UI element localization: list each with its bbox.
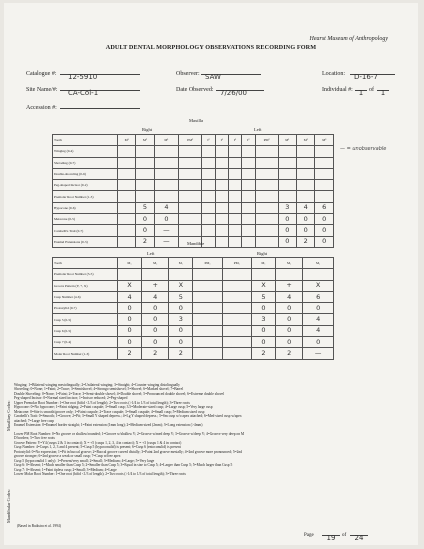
- location-value: D-16-7: [354, 73, 378, 81]
- maxilla-cell[interactable]: [118, 157, 136, 168]
- mandible-column-header: M₁: [251, 258, 275, 269]
- maxilla-cell[interactable]: [278, 146, 296, 157]
- maxillary-codes-line: Enamel Extension: 0=Enamel border straight; 1=Faint extension (1mm long); 2=Medium-sized (2mm); 3=Long extension (>4mm): [14, 423, 203, 428]
- accession-field[interactable]: [60, 100, 140, 109]
- catalogue-field[interactable]: [60, 66, 140, 81]
- mandible-cell[interactable]: 3: [251, 314, 275, 325]
- mandible-column-header: PM₂: [193, 258, 222, 269]
- maxilla-cell[interactable]: [179, 191, 202, 202]
- maxilla-column-header: I¹: [215, 135, 228, 146]
- maxilla-cell[interactable]: [118, 191, 136, 202]
- mandible-cell[interactable]: [193, 269, 222, 280]
- observer-label: Observer:: [176, 71, 200, 77]
- maxilla-cell[interactable]: [228, 202, 241, 213]
- mandible-row: [53, 325, 334, 336]
- maxilla-cell[interactable]: 2: [136, 236, 154, 247]
- mandible-row-label: Protostylid (0-7): [53, 303, 118, 314]
- maxilla-cell[interactable]: [242, 157, 255, 168]
- mandibular-codes-line: Cusp Number: 4=Cusps 1, 2, 3 and 4 present; 5=Cusp 5 (hypoconulid) is present; 6=Cusp 6 (entoconulid) is present: [14, 445, 181, 450]
- maxilla-row: [53, 168, 334, 179]
- mandible-cell[interactable]: [142, 269, 169, 280]
- maxilla-cell[interactable]: [255, 146, 278, 157]
- maxilla-cell[interactable]: [202, 157, 215, 168]
- maxilla-cell[interactable]: [215, 214, 228, 225]
- maxilla-cell[interactable]: [228, 168, 241, 179]
- maxilla-cell[interactable]: 0: [278, 225, 296, 236]
- maxilla-cell[interactable]: [202, 214, 215, 225]
- maxilla-row: [53, 146, 334, 157]
- maxilla-cell[interactable]: [278, 168, 296, 179]
- maxilla-column-header: PM²: [179, 135, 202, 146]
- mandible-cell[interactable]: X: [303, 280, 334, 291]
- mandible-row-label: Cusp 5 (0-5): [53, 314, 118, 325]
- mandible-row: [53, 337, 334, 348]
- maxilla-row-label: Hypocone (0-6): [53, 202, 118, 213]
- mandible-row: [53, 314, 334, 325]
- unobservable-annotation: — = unobservable: [340, 146, 387, 152]
- mandible-cell[interactable]: 0: [118, 337, 142, 348]
- mandible-row-label: Groove Pattern (Y, +, X): [53, 280, 118, 291]
- mandible-cell[interactable]: 2: [251, 348, 275, 359]
- mandible-cell[interactable]: [169, 269, 193, 280]
- mandible-cell[interactable]: 0: [276, 314, 303, 325]
- form-title: ADULT DENTAL MORPHOLOGY OBSERVATIONS RECORDING FORM: [105, 44, 317, 51]
- mandible-cell[interactable]: [222, 291, 251, 302]
- maxilla-cell[interactable]: 0: [278, 214, 296, 225]
- maxilla-cell[interactable]: [315, 191, 334, 202]
- maxilla-cell[interactable]: [179, 146, 202, 157]
- mandible-cell[interactable]: 0: [118, 303, 142, 314]
- page-label: Page: [304, 533, 314, 538]
- maxilla-cell[interactable]: [228, 214, 241, 225]
- maxilla-cell[interactable]: [215, 180, 228, 191]
- maxilla-cell[interactable]: [315, 180, 334, 191]
- mandible-cell[interactable]: [222, 348, 251, 359]
- mandible-cell[interactable]: 0: [276, 303, 303, 314]
- maxilla-heading: Maxilla: [189, 118, 203, 123]
- maxillary-codes-line: Hypocone: 0=No hypocone; 1=Faint ridging; 2=Faint cuspule; 3=Small cusp; 3.5=Moderate-sized cusp; 4=Large cusp; 5=Very large cusp: [14, 405, 213, 410]
- maxilla-cell[interactable]: [255, 202, 278, 213]
- maxilla-cell[interactable]: [297, 157, 315, 168]
- mandible-cell[interactable]: 0: [276, 337, 303, 348]
- maxilla-column-header: I²: [202, 135, 215, 146]
- maxilla-row-label: Carabelli's Trait (0-7): [53, 225, 118, 236]
- mandible-cell[interactable]: 0: [251, 303, 275, 314]
- mandibular-codes-side-label: Mandibular Codes:: [6, 489, 11, 523]
- mandible-cell[interactable]: 0: [169, 303, 193, 314]
- individual-number-field[interactable]: [355, 82, 367, 97]
- mandibular-codes-line: Lower PM Root Number: 0=No groove or shallow/rounded; 1=Groove w/shallow V; 2=Groove w/med deep V; 3=Groove w/deep V; 4=Groove very deep on M: [14, 432, 245, 436]
- maxilla-cell[interactable]: [202, 202, 215, 213]
- maxilla-cell[interactable]: [297, 146, 315, 157]
- maxilla-row-label: Double-shoveling (0-6): [53, 168, 118, 179]
- maxilla-cell[interactable]: [179, 168, 202, 179]
- maxilla-row-label: Peg-shaped Incisor (0-2): [53, 180, 118, 191]
- mandible-row: [53, 348, 334, 359]
- maxilla-cell[interactable]: [118, 168, 136, 179]
- catalogue-label: Catalogue #:: [26, 71, 57, 77]
- maxilla-cell[interactable]: [118, 146, 136, 157]
- mandible-cell[interactable]: 2: [169, 348, 193, 359]
- maxilla-cell[interactable]: [297, 180, 315, 191]
- individual-total: 1: [380, 89, 386, 97]
- maxilla-column-header: M²: [136, 135, 154, 146]
- mandible-cell[interactable]: +: [142, 280, 169, 291]
- maxilla-cell[interactable]: [154, 180, 179, 191]
- maxilla-column-header: Tooth: [53, 135, 118, 146]
- mandibular-codes-line: Cusp 5 (hypoconulid 1 only): 1=Present/very small; 2=Small; 3=Medium; 4=Large; 5=Very large: [14, 458, 155, 463]
- maxilla-cell[interactable]: [255, 225, 278, 236]
- maxilla-row-label: Shoveling (0-7): [53, 157, 118, 168]
- maxilla-row: [53, 180, 334, 191]
- maxilla-cell[interactable]: —: [154, 236, 179, 247]
- mandible-column-header: PM₂: [222, 258, 251, 269]
- maxilla-cell[interactable]: [202, 146, 215, 157]
- maxilla-cell[interactable]: [255, 214, 278, 225]
- maxilla-cell[interactable]: [118, 236, 136, 247]
- maxilla-cell[interactable]: [228, 180, 241, 191]
- maxilla-cell[interactable]: [215, 202, 228, 213]
- mandibular-codes-line: Cusp 7: 0=Absent; 1=Faint tipless cusp; 2=Small; 3=Medium; 4=Large: [14, 467, 117, 472]
- maxilla-cell[interactable]: [297, 191, 315, 202]
- site-field[interactable]: [60, 82, 140, 97]
- maxilla-cell[interactable]: [278, 191, 296, 202]
- maxilla-cell[interactable]: [315, 146, 334, 157]
- mandible-cell[interactable]: [222, 325, 251, 336]
- maxillary-codes-line: Metacone: 0=Site is smooth/groove only; 1=Faint cuspule; 2=Trace cuspule; 3=Small cuspule; 4=Small cusp; 5=Medium sized cusp: [14, 409, 205, 414]
- museum-name: Hearst Museum of Anthropology: [309, 36, 388, 42]
- maxilla-cell[interactable]: [179, 225, 202, 236]
- maxilla-cell[interactable]: [228, 236, 241, 247]
- mandible-row-label: Cusp Number (4-6): [53, 291, 118, 302]
- maxillary-codes-side-label: Maxillary Codes:: [6, 400, 11, 431]
- maxillary-codes-line: Winging: 1=Bilateral winging mesiolingually; 2=Unilateral winging; 3=Straight; 4=Counter winging distolingually: [14, 383, 180, 387]
- maxilla-cell[interactable]: [242, 236, 255, 247]
- page-total: 24: [354, 534, 364, 542]
- maxilla-cell[interactable]: [228, 157, 241, 168]
- maxillary-codes-line: attached; 7=Large free cusp: [14, 418, 54, 423]
- maxilla-cell[interactable]: —: [154, 225, 179, 236]
- mandible-cell[interactable]: 0: [142, 337, 169, 348]
- mandible-row-label: Cusp 7 (0-4): [53, 337, 118, 348]
- mandible-heading: Mandible: [187, 241, 205, 246]
- mandible-cell[interactable]: 0: [169, 337, 193, 348]
- maxilla-row-label: Metacone (0-5): [53, 214, 118, 225]
- mandible-cell[interactable]: X: [118, 280, 142, 291]
- maxillary-codes-line: Double Shoveling: 0=None; 1=Faint; 2=Trace; 3=Semi-double shovel; 4=Double shovel; 5=Pronounced double shovel; 6=Extreme double shovel: [14, 391, 225, 396]
- maxilla-cell[interactable]: [179, 157, 202, 168]
- mandibular-codes: [14, 432, 354, 477]
- mandible-cell[interactable]: 2: [118, 348, 142, 359]
- site-value: CA-Col-1: [68, 89, 99, 97]
- maxilla-cell[interactable]: [242, 168, 255, 179]
- mandible-row: [53, 269, 334, 280]
- maxilla-cell[interactable]: [179, 202, 202, 213]
- maxilla-cell[interactable]: [202, 168, 215, 179]
- maxilla-table: [52, 134, 334, 248]
- maxilla-cell[interactable]: [255, 191, 278, 202]
- maxilla-cell[interactable]: [202, 225, 215, 236]
- maxilla-cell[interactable]: 0: [315, 236, 334, 247]
- individual-total-field[interactable]: [377, 82, 389, 97]
- mandible-cell[interactable]: 0: [303, 303, 334, 314]
- maxilla-header-row: [53, 135, 334, 146]
- maxilla-cell[interactable]: [242, 225, 255, 236]
- mandible-cell[interactable]: 4: [142, 291, 169, 302]
- mandible-cell[interactable]: 4: [303, 314, 334, 325]
- mandible-right-heading: Right: [257, 251, 268, 256]
- site-label: Site Name/#:: [26, 87, 58, 93]
- page-number-field[interactable]: [322, 527, 340, 542]
- maxilla-cell[interactable]: 3: [278, 202, 296, 213]
- catalogue-value: 12-5910: [68, 73, 98, 81]
- maxillary-codes: [14, 383, 354, 428]
- maxilla-cell[interactable]: [315, 168, 334, 179]
- maxilla-column-header: PM²: [255, 135, 278, 146]
- mandible-cell[interactable]: 6: [303, 291, 334, 302]
- mandible-cell[interactable]: 0: [118, 314, 142, 325]
- maxilla-cell[interactable]: 0: [278, 236, 296, 247]
- mandible-cell[interactable]: +: [276, 280, 303, 291]
- maxilla-cell[interactable]: [278, 180, 296, 191]
- maxilla-cell[interactable]: 2: [297, 236, 315, 247]
- maxilla-cell[interactable]: 0: [136, 214, 154, 225]
- maxilla-cell[interactable]: [228, 146, 241, 157]
- mandible-cell[interactable]: 0: [251, 337, 275, 348]
- maxilla-cell[interactable]: [118, 225, 136, 236]
- maxilla-cell[interactable]: [242, 180, 255, 191]
- maxilla-row: [53, 225, 334, 236]
- mandible-cell[interactable]: [193, 280, 222, 291]
- maxillary-codes-line: Shoveling: 0=None; 1=Faint; 2=Trace; 3=Semishovel; 4=Strongo semishovel; 5=Shovel; 6=Marked shovel; 7=Barrel: [14, 387, 184, 392]
- maxilla-cell[interactable]: [202, 191, 215, 202]
- mandible-cell[interactable]: 2: [142, 348, 169, 359]
- mandible-cell[interactable]: [118, 269, 142, 280]
- maxilla-cell[interactable]: [242, 191, 255, 202]
- mandible-column-header: M₃: [303, 258, 334, 269]
- maxilla-row: [53, 202, 334, 213]
- mandibular-codes-line: Cusp 6: 0=Absent; 1=Much smaller than Cusp 5; 2=Smaller than Cusp 5; 3=Equal in size to Cusp 5; 4=Larger than Cusp 5; 5=Much larger than Cusp 5: [14, 463, 233, 468]
- maxilla-row-label: Premolar Root Number (1-3): [53, 191, 118, 202]
- mandible-cell[interactable]: 0: [169, 325, 193, 336]
- individual-of: of: [369, 87, 374, 93]
- maxilla-column-header: I²: [242, 135, 255, 146]
- maxilla-cell[interactable]: [179, 214, 202, 225]
- mandible-cell[interactable]: 2: [276, 348, 303, 359]
- mandible-row-label: Cusp 6 (0-5): [53, 325, 118, 336]
- maxilla-column-header: M²: [297, 135, 315, 146]
- mandible-row-label: Molar Root Number (1-3): [53, 348, 118, 359]
- mandible-row: [53, 291, 334, 302]
- maxilla-cell[interactable]: [215, 225, 228, 236]
- maxilla-cell[interactable]: [228, 225, 241, 236]
- maxilla-cell[interactable]: 0: [136, 225, 154, 236]
- maxilla-cell[interactable]: [202, 180, 215, 191]
- page-value: 19: [326, 534, 336, 542]
- mandible-cell[interactable]: [222, 280, 251, 291]
- individual-value: 1: [358, 89, 364, 97]
- mandibular-codes-line: Groove Pattern: Y=Y4 (cusps 2 & 3 in contact); X = +5 (cusps 1, 2, 3, 4 in contact); X = +3 (cusps 1 & 4 in contact): [14, 440, 182, 445]
- maxilla-cell[interactable]: 0: [297, 225, 315, 236]
- date-label: Date Observed:: [176, 87, 214, 93]
- citation: (Based in Buikstra et al. 1994): [17, 524, 61, 528]
- maxilla-cell[interactable]: [136, 157, 154, 168]
- maxilla-cell[interactable]: [242, 214, 255, 225]
- mandible-cell[interactable]: —: [303, 348, 334, 359]
- maxilla-cell[interactable]: [154, 157, 179, 168]
- mandible-cell[interactable]: 0: [251, 325, 275, 336]
- maxilla-cell[interactable]: 4: [154, 202, 179, 213]
- mandible-cell[interactable]: 4: [276, 291, 303, 302]
- maxilla-cell[interactable]: [136, 191, 154, 202]
- maxilla-cell[interactable]: [255, 180, 278, 191]
- page-of: of: [342, 533, 347, 538]
- maxilla-cell[interactable]: [278, 157, 296, 168]
- maxilla-cell[interactable]: [255, 157, 278, 168]
- mandible-column-header: M₂: [142, 258, 169, 269]
- mandible-table: [52, 257, 334, 360]
- maxilla-cell[interactable]: [118, 214, 136, 225]
- location-label: Location:: [322, 71, 345, 77]
- maxilla-cell[interactable]: 4: [297, 202, 315, 213]
- mandible-cell[interactable]: [193, 325, 222, 336]
- maxilla-cell[interactable]: [215, 168, 228, 179]
- maxillary-codes-line: Upper Premolar Root Number: 1=One root (bifid <1/3 of length); 2=Two roots (>1/4 to 1/3 of total length); 3=Three roots: [14, 400, 190, 405]
- maxilla-cell[interactable]: [136, 180, 154, 191]
- mandibular-codes-line: groove stronger; 6=2nd groove a weak or small cusp; 7=Cusp w/free apex: [14, 454, 121, 459]
- mandible-cell[interactable]: [222, 303, 251, 314]
- mandible-row: [53, 303, 334, 314]
- maxilla-cell[interactable]: [255, 236, 278, 247]
- maxilla-right-heading: Right: [142, 127, 153, 132]
- maxilla-row: [53, 214, 334, 225]
- mandibular-codes-line: Lower Molar Root Number: 1=One root (bifid <1/3 of length); 2=Two roots (>1/4 to 1/3 of total length); 3=Three roots: [14, 472, 186, 477]
- mandibular-codes-line: Protostylid: 0=No expression; 1=Pit in buccal groove; 2=Buccal groove curved distally; 3=Faint 2nd groove mesially; 4=2nd groove more pronounced; 5=2nd: [14, 449, 243, 454]
- maxilla-cell[interactable]: [215, 157, 228, 168]
- maxilla-column-header: M¹: [154, 135, 179, 146]
- maxilla-cell[interactable]: [255, 168, 278, 179]
- maxilla-cell[interactable]: 0: [315, 225, 334, 236]
- maxilla-cell[interactable]: 0: [297, 214, 315, 225]
- maxilla-cell[interactable]: [154, 146, 179, 157]
- maxilla-cell[interactable]: [136, 168, 154, 179]
- mandible-cell[interactable]: 4: [118, 291, 142, 302]
- maxilla-cell[interactable]: [297, 168, 315, 179]
- maxilla-cell[interactable]: [154, 191, 179, 202]
- maxilla-cell[interactable]: [118, 202, 136, 213]
- maxilla-column-header: M³: [315, 135, 334, 146]
- maxilla-cell[interactable]: [118, 180, 136, 191]
- mandible-cell[interactable]: [193, 291, 222, 302]
- maxilla-cell[interactable]: 0: [315, 214, 334, 225]
- mandible-cell[interactable]: [303, 269, 334, 280]
- mandible-cell[interactable]: 0: [276, 325, 303, 336]
- maxilla-row-label: Winging (0-4): [53, 146, 118, 157]
- mandible-cell[interactable]: X: [169, 280, 193, 291]
- maxillary-codes-line: Carabelli's Trait: 0=Smooth; 1=Groove; 2=Pit; 3=Small Y shaped depress.; 4=Lg Y shaped depress.; 5=Sm cusp w/o apex attached; 6=Med-sized cusp w/apex: [14, 414, 242, 419]
- maxilla-cell[interactable]: [179, 180, 202, 191]
- mandible-cell[interactable]: [276, 269, 303, 280]
- mandible-cell[interactable]: 0: [118, 325, 142, 336]
- individual-label: Individual #:: [322, 87, 353, 93]
- mandible-cell[interactable]: 3: [169, 314, 193, 325]
- mandible-cell[interactable]: 0: [142, 314, 169, 325]
- mandible-column-header: Tooth: [53, 258, 118, 269]
- maxilla-column-header: M¹: [278, 135, 296, 146]
- maxilla-left-heading: Left: [254, 127, 262, 132]
- mandible-cell[interactable]: [193, 303, 222, 314]
- form-page: [4, 3, 418, 545]
- mandible-column-header: M₃: [118, 258, 142, 269]
- maxilla-cell[interactable]: [154, 168, 179, 179]
- maxillary-codes-line: Peg-shaped Incisor: 0=Normal sized incisor; 1=Incisor reduced; 2=Peg-shaped: [14, 396, 128, 401]
- location-field[interactable]: [350, 66, 395, 81]
- page-total-field[interactable]: [350, 527, 368, 542]
- mandible-cell[interactable]: [222, 314, 251, 325]
- mandible-column-header: M₂: [276, 258, 303, 269]
- mandible-cell[interactable]: [222, 337, 251, 348]
- maxilla-cell[interactable]: [315, 157, 334, 168]
- mandible-cell[interactable]: [193, 337, 222, 348]
- mandible-cell[interactable]: [251, 269, 275, 280]
- maxilla-cell[interactable]: [215, 146, 228, 157]
- mandibular-codes-line: D borders; 5=Two free roots: [14, 436, 55, 441]
- maxilla-row: [53, 191, 334, 202]
- maxilla-column-header: I¹: [228, 135, 241, 146]
- maxilla-cell[interactable]: [242, 202, 255, 213]
- mandible-row: [53, 280, 334, 291]
- maxilla-cell[interactable]: [228, 191, 241, 202]
- maxilla-cell[interactable]: 0: [154, 214, 179, 225]
- maxilla-cell[interactable]: 5: [136, 202, 154, 213]
- date-value: 7/26/00: [220, 89, 247, 97]
- mandible-header-row: [53, 258, 334, 269]
- maxilla-cell[interactable]: [242, 146, 255, 157]
- maxilla-row: [53, 157, 334, 168]
- maxilla-cell[interactable]: [215, 191, 228, 202]
- mandible-column-header: M₁: [169, 258, 193, 269]
- mandible-cell[interactable]: [193, 348, 222, 359]
- mandible-cell[interactable]: 0: [303, 337, 334, 348]
- maxilla-column-header: M³: [118, 135, 136, 146]
- observer-field[interactable]: [201, 66, 261, 81]
- maxilla-cell[interactable]: [215, 236, 228, 247]
- maxilla-cell[interactable]: [136, 146, 154, 157]
- mandible-row-label: Premolar Root Number (3-5): [53, 269, 118, 280]
- maxilla-cell[interactable]: 6: [315, 202, 334, 213]
- mandible-cell[interactable]: 0: [142, 325, 169, 336]
- maxilla-row-label: Enamel Extensions (0-3): [53, 236, 118, 247]
- mandible-cell[interactable]: [193, 314, 222, 325]
- mandible-cell[interactable]: X: [251, 280, 275, 291]
- mandible-cell[interactable]: [222, 269, 251, 280]
- accession-label: Accession #:: [26, 105, 57, 111]
- mandible-cell[interactable]: 4: [303, 325, 334, 336]
- observer-value: SAW: [205, 73, 221, 81]
- mandible-cell[interactable]: 5: [251, 291, 275, 302]
- mandible-cell[interactable]: 5: [169, 291, 193, 302]
- mandible-left-heading: Left: [147, 251, 155, 256]
- date-field[interactable]: [216, 82, 264, 97]
- mandible-cell[interactable]: 0: [142, 303, 169, 314]
